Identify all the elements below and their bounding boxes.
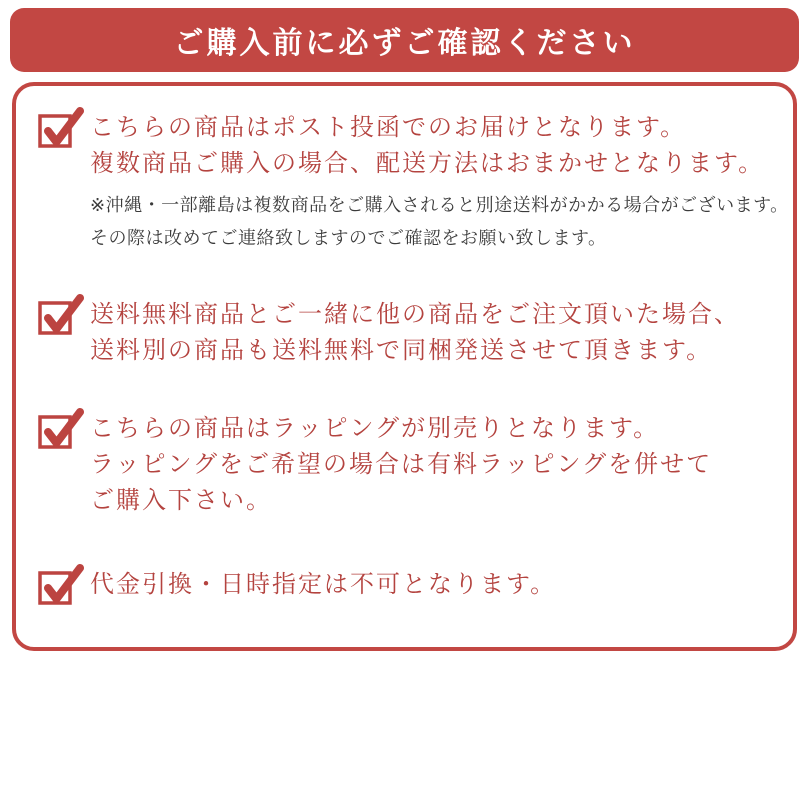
checked-checkbox-icon: [38, 405, 84, 449]
checked-checkbox-icon: [38, 561, 84, 605]
notice-footnote-line: その際は改めてご連絡致しますのでご確認をお願い致します。: [90, 228, 607, 248]
notice-line: 複数商品ご購入の場合、配送方法はおまかせとなります。: [90, 150, 765, 177]
notice-line: こちらの商品はラッピングが別売りとなります。: [90, 415, 660, 442]
checked-checkbox-icon: [38, 104, 84, 148]
notice-footnote: [90, 189, 789, 255]
notice-item-free-shipping-bundle: [38, 297, 779, 369]
notice-item-post-delivery: [38, 110, 779, 182]
notice-header-title: ご購入前に必ずご確認ください: [173, 27, 636, 60]
notice-item-no-cod: [38, 567, 779, 603]
notice-item-wrapping: [38, 411, 779, 519]
notice-header: [10, 8, 799, 72]
notice-line: ラッピングをご希望の場合は有料ラッピングを併せて: [90, 451, 713, 478]
notice-line: こちらの商品はポスト投函でのお届けとなります。: [90, 114, 687, 141]
checked-checkbox-icon: [38, 291, 84, 335]
notice-box: [12, 82, 797, 651]
notice-line: 送料別の商品も送料無料で同梱発送させて頂きます。: [90, 337, 713, 364]
notice-line: 送料無料商品とご一緒に他の商品をご注文頂いた場合、: [90, 301, 740, 328]
notice-footnote-line: ※沖縄・一部離島は複数商品をご購入されると別途送料がかかる場合がございます。: [90, 195, 789, 215]
notice-line: ご購入下さい。: [90, 487, 272, 514]
notice-line: 代金引換・日時指定は不可となります。: [90, 571, 557, 598]
